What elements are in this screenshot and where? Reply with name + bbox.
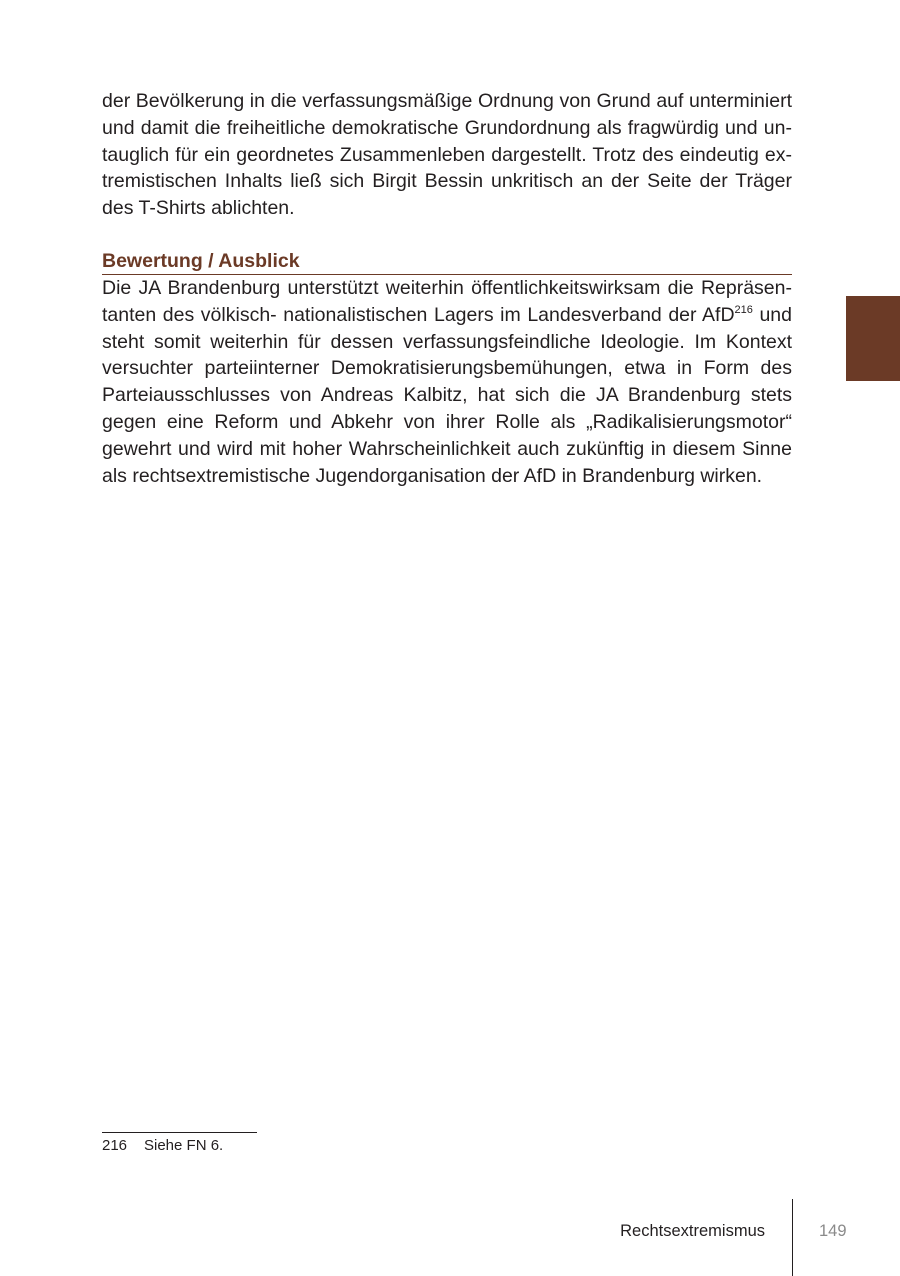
footer-divider [792,1199,793,1276]
intro-paragraph: der Bevölkerung in die verfassungsmäßige Ordnung von Grund auf unterminiert und damit die freiheitliche demokratische Grundordnung als fragwürdig und untauglich für ein geordnetes Zusammenleben dargestellt. Trotz des eindeutig extremistischen Inhalts ließ sich Birgit Bessin unkritisch an der Seite der Träger des T-Shirts ablichten. [102,90,792,220]
page-number: 149 [819,1222,847,1240]
assessment-text-part1: Die JA Brandenburg unterstützt weiterhin öffentlichkeitswirksam die Repräsentanten des völkisch- nationalistischen Lagers im Landesverband der AfD [102,276,792,326]
footnote-number: 216 [102,1137,128,1154]
footnote-text: Siehe FN 6. [144,1137,224,1154]
assessment-paragraph [102,275,792,489]
assessment-text-part2: und steht somit weiterhin für dessen verfassungsfeindliche Ideologie. Im Kontext versuchter parteiinterner Demokratisierungsbemühungen, etwa in Form des Parteiausschlusses von Andreas Kalbitz, hat sich die JA Brandenburg stets gegen eine Reform und Abkehr von ihrer Rolle als „Radikalisierungsmotor“ gewehrt und wird mit hoher Wahrscheinlichkeit auch zukünftig in diesem Sinne als rechtsextremistische Jugendorganisation der AfD in Brandenburg wirken. [102,303,792,487]
footnote-divider [102,1132,257,1133]
running-title: Rechtsextremismus [620,1222,765,1240]
footnote [102,1136,223,1155]
chapter-tab-marker [846,296,900,381]
section-heading: Bewertung / Ausblick [102,248,792,275]
footnote-reference[interactable]: 216 [734,303,753,316]
main-content [102,88,792,489]
